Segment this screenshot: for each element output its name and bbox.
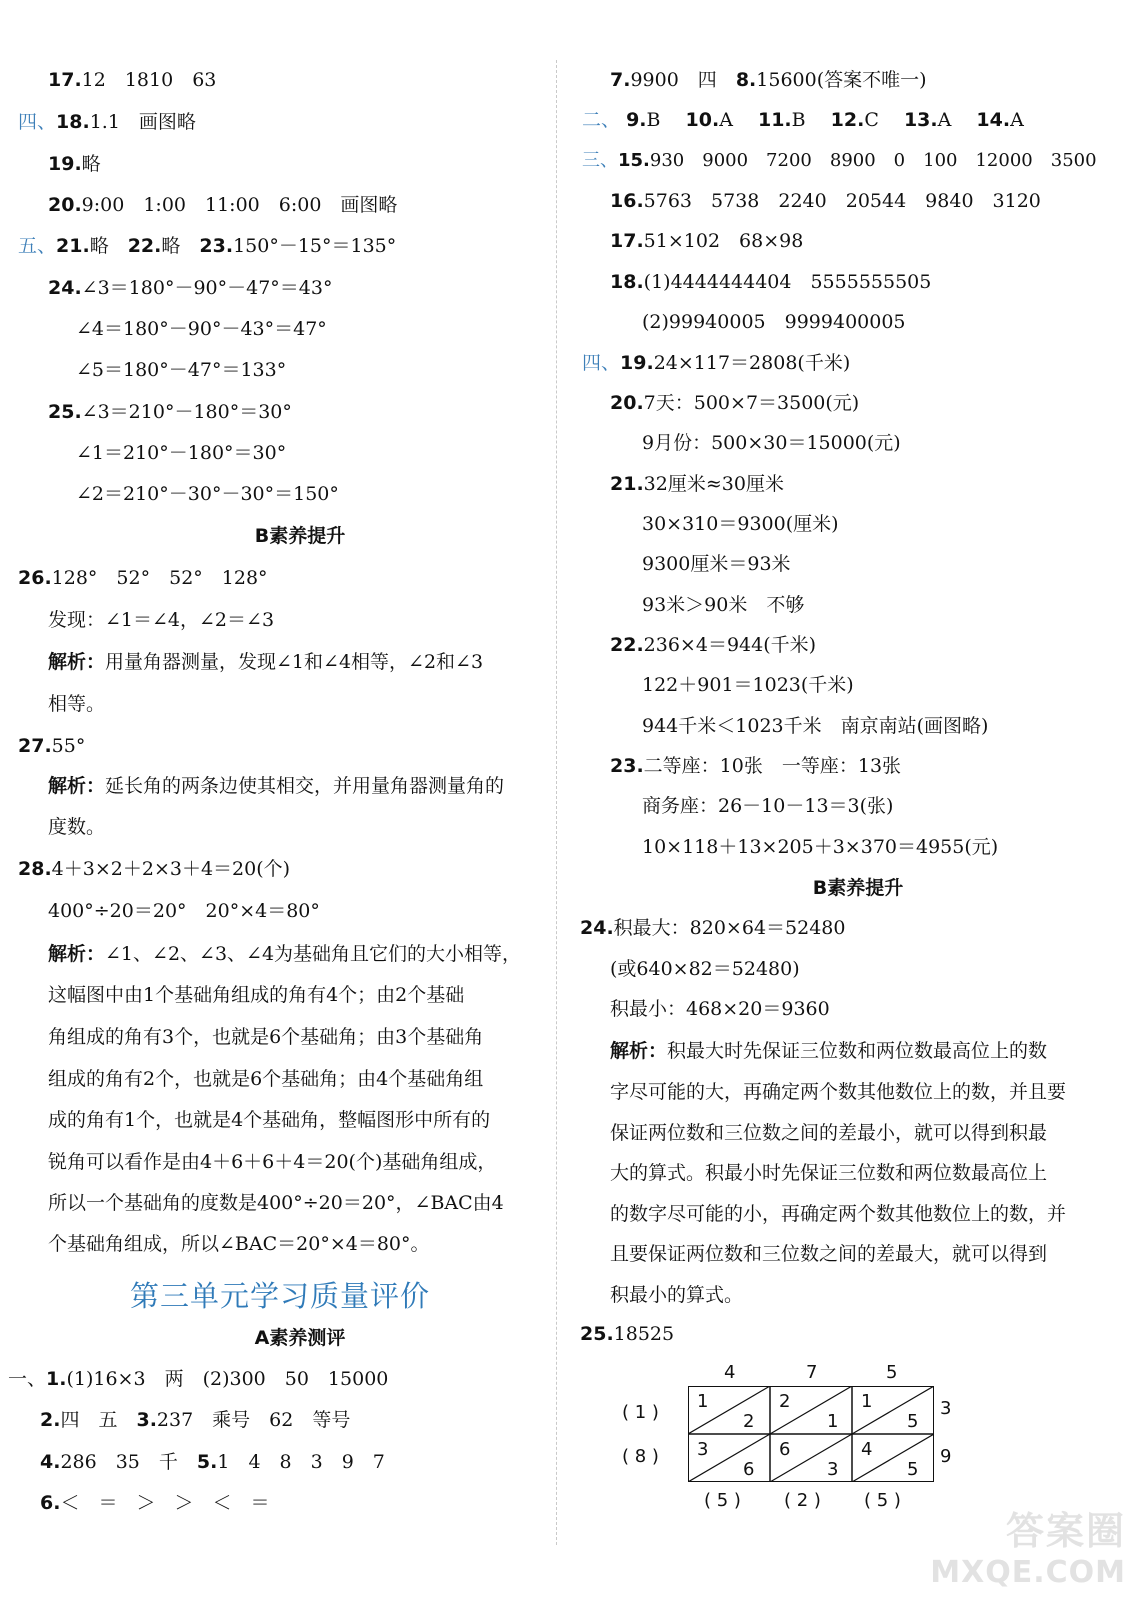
answer-28: 28.4＋3×2＋2×3＋4＝20(个) (18, 858, 291, 880)
lattice-cell-ones: 2 (743, 1411, 755, 1432)
lattice-left-digit: ( 8 ) (622, 1446, 659, 1467)
answer-7-8: 7.9900 四 8.15600(答案不唯一) (610, 69, 927, 91)
answer-line: ∠1＝210°－180°＝30° (76, 442, 287, 464)
answer-15: 三、15.930 9000 7200 8900 0 100 12000 3500 (582, 150, 1097, 171)
answer-20: 20.7天：500×7＝3500(元) (610, 392, 860, 414)
answer-line: ∠2＝210°－30°－30°＝150° (76, 483, 339, 505)
lattice-cell-tens: 1 (861, 1391, 873, 1412)
analysis-line: 且要保证两位数和三位数之间的差最大，就可以得到 (610, 1243, 1048, 1265)
lattice-cell-ones: 5 (907, 1411, 919, 1432)
lattice-cell-ones: 5 (907, 1459, 919, 1480)
analysis-line: 的数字尽可能的小，再确定两个数其他数位上的数，并 (610, 1203, 1067, 1225)
analysis-line: 度数。 (48, 816, 106, 838)
answer-line: 93米＞90米 不够 (642, 594, 805, 616)
answer-16: 16.5763 5738 2240 20544 9840 3120 (610, 190, 1041, 212)
lattice-bottom-digit: ( 5 ) (864, 1490, 901, 1511)
answer-9-14: 二、 9.B 10.A 11.B 12.C 13.A 14.A (582, 109, 1024, 131)
section-heading-a: A素养测评 (254, 1327, 346, 1349)
analysis-line: 成的角有1个，也就是4个基础角，整幅图形中所有的 (48, 1109, 491, 1131)
lattice-cell-ones: 6 (743, 1459, 755, 1480)
analysis-line: 所以一个基础角的度数是400°÷20＝20°，∠BAC由4 (48, 1192, 504, 1214)
answer-line: 400°÷20＝20° 20°×4＝80° (48, 900, 320, 922)
answer-line: ∠4＝180°－90°－43°＝47° (76, 318, 327, 340)
answer-23: 23.二等座：10张 一等座：13张 (610, 755, 902, 777)
answer-20: 20.9:00 1:00 11:00 6:00 画图略 (48, 194, 398, 216)
analysis-line: 解析：用量角器测量，发现∠1和∠4相等，∠2和∠3 (48, 651, 484, 673)
answer-22: 22.236×4＝944(千米) (610, 634, 817, 656)
answer-line: 944千米＜1023千米 南京南站(画图略) (642, 715, 989, 737)
answer-21: 21.32厘米≈30厘米 (610, 473, 784, 495)
lattice-right-digit: 3 (940, 1398, 952, 1419)
answer-line: ∠5＝180°－47°＝133° (76, 359, 287, 381)
lattice-cell-tens: 3 (697, 1439, 709, 1460)
analysis-line: 角组成的角有3个，也就是6个基础角；由3个基础角 (48, 1026, 484, 1048)
answer-4-5: 4.286 35 千 5.1 4 8 3 9 7 (40, 1451, 385, 1473)
answer-2-3: 2.四 五 3.237 乘号 62 等号 (40, 1409, 351, 1431)
answer-line: 10×118＋13×205＋3×370＝4955(元) (642, 836, 999, 858)
lattice-cell-tens: 2 (779, 1391, 791, 1412)
lattice-lines (688, 1386, 934, 1482)
analysis-line: 组成的角有2个，也就是6个基础角；由4个基础角组 (48, 1068, 484, 1090)
analysis-line: 相等。 (48, 693, 106, 715)
answer-24: 24.∠3＝180°－90°－47°＝43° (48, 277, 333, 299)
section-heading-b: B素养提升 (812, 877, 904, 899)
answer-1: 一、1.(1)16×3 两 (2)300 50 15000 (8, 1368, 389, 1390)
answer-24: 24.积最大：820×64＝52480 (580, 917, 846, 939)
answer-line: 122＋901＝1023(千米) (642, 674, 854, 696)
lattice-cell-ones: 1 (827, 1411, 839, 1432)
lattice-top-digit: 4 (724, 1362, 736, 1383)
analysis-line: 这幅图中由1个基础角组成的角有4个；由2个基础 (48, 984, 465, 1006)
answer-line: 积最小：468×20＝9360 (610, 998, 830, 1020)
answer-18: 四、18.1.1 画图略 (18, 111, 196, 133)
answer-6: 6.＜ ＝ ＞ ＞ ＜ ＝ (40, 1492, 270, 1514)
lattice-top-digit: 7 (806, 1362, 818, 1383)
lattice-bottom-digit: ( 5 ) (704, 1490, 741, 1511)
lattice-right-digit: 9 (940, 1446, 952, 1467)
analysis-line: 个基础角组成，所以∠BAC＝20°×4＝80°。 (48, 1233, 430, 1255)
answer-25: 25.18525 (580, 1323, 675, 1345)
answer-line: (或640×82＝52480) (610, 958, 800, 980)
answer-line: 30×310＝9300(厘米) (642, 513, 839, 535)
analysis-line: 保证两位数和三位数之间的差最小，就可以得到积最 (610, 1122, 1048, 1144)
site-watermark: 答案圈 MXQE.COM (930, 1509, 1126, 1590)
answer-line: 9月份：500×30＝15000(元) (642, 432, 901, 454)
lattice-top-digit: 5 (886, 1362, 898, 1383)
answer-17: 17.51×102 68×98 (610, 230, 804, 252)
analysis-line: 大的算式。积最小时先保证三位数和两位数最高位上 (610, 1162, 1048, 1184)
analysis-line: 解析：积最大时先保证三位数和两位数最高位上的数 (610, 1040, 1048, 1062)
section-heading-b: B素养提升 (254, 525, 346, 547)
answer-25: 25.∠3＝210°－180°＝30° (48, 401, 292, 423)
answer-17: 17.12 1810 63 (48, 69, 217, 91)
answer-19: 19.略 (48, 153, 101, 175)
answer-21-23: 五、21.略 22.略 23.150°－15°＝135° (18, 235, 397, 257)
answer-27: 27.55° (18, 735, 86, 757)
answer-line: (2)99940005 9999400005 (642, 311, 906, 333)
analysis-line: 解析：∠1、∠2、∠3、∠4为基础角且它们的大小相等， (48, 943, 522, 965)
unit-title: 第三单元学习质量评价 (129, 1279, 430, 1313)
analysis-line: 积最小的算式。 (610, 1284, 744, 1306)
lattice-cell-tens: 6 (779, 1439, 791, 1460)
lattice-cell-tens: 1 (697, 1391, 709, 1412)
answer-18: 18.(1)4444444404 5555555505 (610, 271, 932, 293)
answer-26: 26.128° 52° 52° 128° (18, 567, 268, 589)
lattice-grid (688, 1386, 934, 1482)
answer-line: 9300厘米＝93米 (642, 553, 791, 575)
answer-line: 商务座：26－10－13＝3(张) (642, 795, 894, 817)
lattice-left-digit: ( 1 ) (622, 1402, 659, 1423)
analysis-line: 解析：延长角的两条边使其相交，并用量角器测量角的 (48, 775, 505, 797)
analysis-line: 锐角可以看作是由4＋6＋6＋4＝20(个)基础角组成， (48, 1151, 497, 1173)
answer-line: 发现：∠1＝∠4，∠2＝∠3 (48, 609, 275, 631)
lattice-cell-ones: 3 (827, 1459, 839, 1480)
answer-19: 四、19.24×117＝2808(千米) (582, 352, 851, 374)
lattice-cell-tens: 4 (861, 1439, 873, 1460)
lattice-bottom-digit: ( 2 ) (784, 1490, 821, 1511)
column-divider (556, 60, 557, 1545)
analysis-line: 字尽可能的大，再确定两个数其他数位上的数，并且要 (610, 1081, 1067, 1103)
